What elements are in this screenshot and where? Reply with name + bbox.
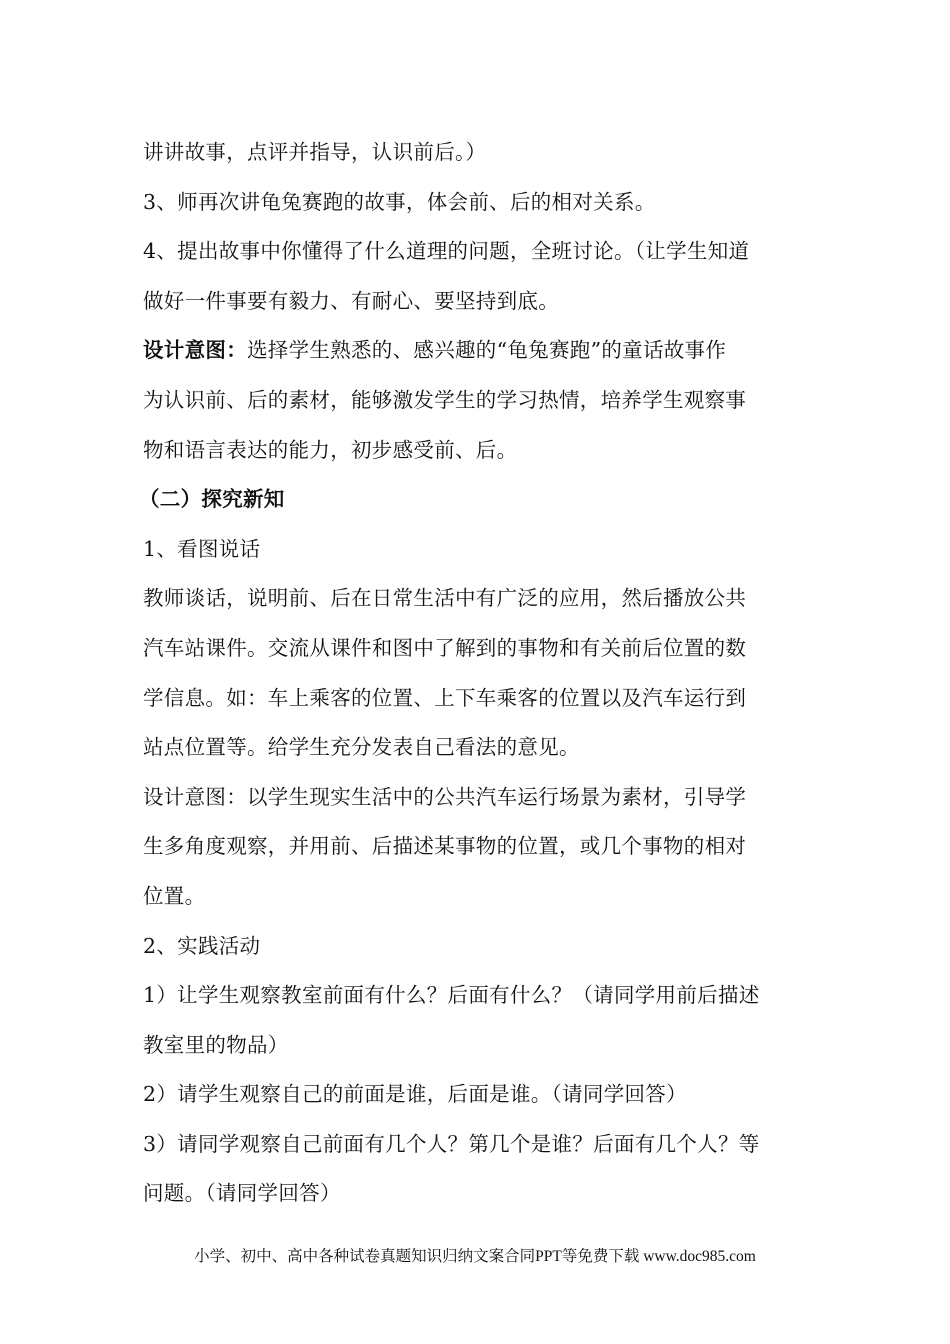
paragraph-line: 汽车站课件。交流从课件和图中了解到的事物和有关前后位置的数 [143,635,747,660]
paragraph-line: 3、师再次讲龟兔赛跑的故事，体会前、后的相对关系。 [143,189,656,214]
document-body [139,128,805,1219]
paragraph-line: 教室里的物品） [143,1032,289,1057]
paragraph-line: 站点位置等。给学生充分发表自己看法的意见。 [143,735,580,760]
design-intent-text: 选择学生熟悉的、感兴趣的“龟兔赛跑”的童话故事作 [247,338,727,363]
paragraph-line: 为认识前、后的素材，能够激发学生的学习热情，培养学生观察事 [143,387,747,412]
page-footer: 小学、初中、高中各种试卷真题知识归纳文案合同PPT等免费下载 www.doc985.com [194,1248,756,1265]
subsection-title: 1、看图说话 [143,536,261,561]
design-intent-label: 设计意图： [143,338,247,363]
paragraph-line: 问题。（请同学回答） [143,1181,341,1206]
paragraph-line: 学信息。如：车上乘客的位置、上下车乘客的位置以及汽车运行到 [143,685,747,710]
paragraph-line: 3）请同学观察自己前面有几个人？第几个是谁？后面有几个人？等 [143,1131,760,1156]
paragraph-line: 1）让学生观察教室前面有什么？后面有什么？（请同学用前后描述 [143,983,760,1008]
paragraph-line: 物和语言表达的能力，初步感受前、后。 [143,437,518,462]
paragraph-line: 讲讲故事，点评并指导，认识前后。） [143,140,487,164]
section-heading: （二）探究新知 [139,487,285,512]
paragraph-line: 做好一件事要有毅力、有耐心、要坚持到底。 [143,288,559,313]
paragraph-line: 生多角度观察，并用前、后描述某事物的位置，或几个事物的相对 [143,834,747,859]
paragraph-line: 设计意图：以学生现实生活中的公共汽车运行场景为素材，引导学 [143,784,747,809]
paragraph-line: 2）请学生观察自己的前面是谁，后面是谁。（请同学回答） [143,1082,687,1107]
paragraph-line: 位置。 [143,883,206,908]
paragraph-line: 4、提出故事中你懂得了什么道理的问题，全班讨论。（让学生知道 [143,239,750,264]
paragraph-line: 教师谈话，说明前、后在日常生活中有广泛的应用，然后播放公共 [143,586,747,611]
subsection-title: 2、实践活动 [143,933,261,958]
design-intent-line [143,326,805,376]
